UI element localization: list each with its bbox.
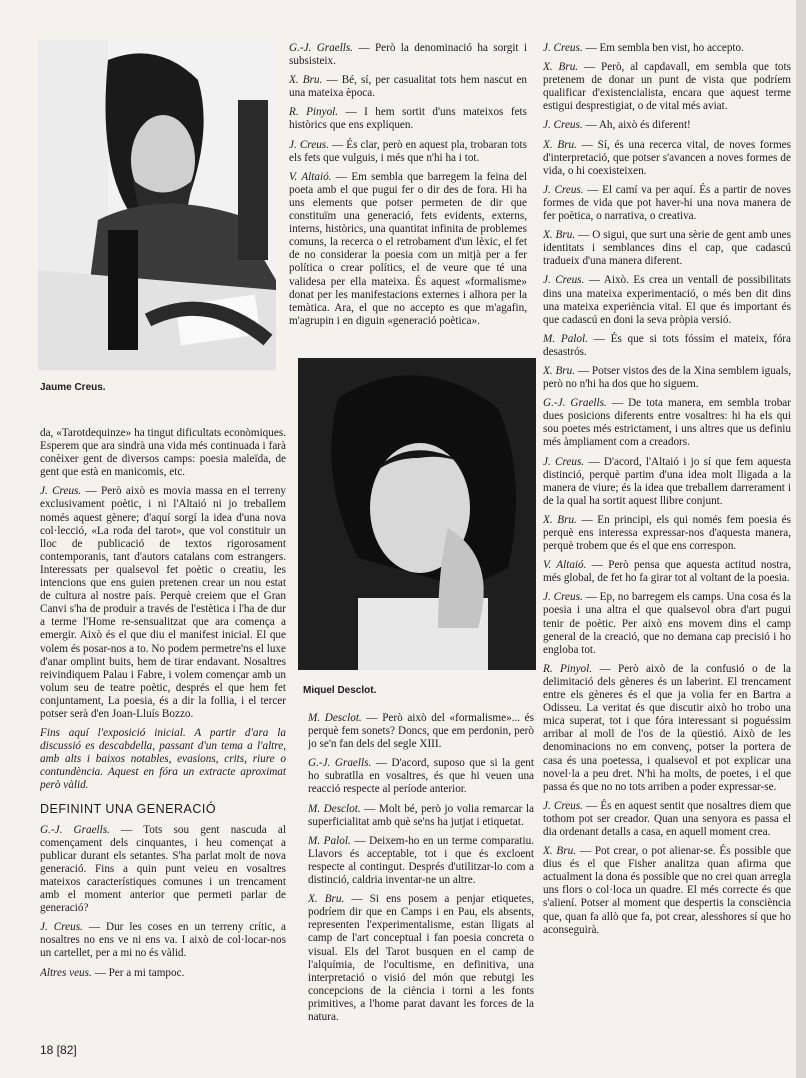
left-lead-paragraph: da, «Tarotdequinze» ha tingut dificultats econòmiques. Esperem que ara sindrà una vida més continuada i farà conèixer gent de diversos camps: poesia maleïda, de gent que està en manicomis, etc.: [40, 427, 286, 479]
paragraph-graells: [308, 757, 534, 796]
speaker: X. Bru.: [543, 138, 577, 151]
speaker: Altres veus.: [40, 966, 92, 979]
page-edge-shadow: [796, 0, 806, 1078]
paragraph-bru: [308, 893, 534, 1024]
paragraph-text: — D'acord, suposo que si la gent ho subratlla en vosaltres, és que hi veuen una reacció respecte al període anterior.: [308, 757, 534, 796]
paragraph-r-b6: [543, 845, 791, 937]
paragraph-text: — En principi, els qui només fem poesia és perquè ens interessa expressar-nos d'aquesta manera, perquè trobem que és el que ens correspon.: [543, 513, 791, 553]
paragraph-r-b3: [543, 229, 791, 268]
paragraph-text: — Però això es movia massa en el terreny exclusivament poètic, i ni l'Altaió ni jo treballem només aquest gènere; d'aquí sorgí la idea d'una nova col·lecció, «La roda del tarot», que vol constituir un lloc de publicació de textos rigorosament contemporanis, tant d'autors catalans com estrangers. Interessats per qualsevol fet poètic o creatiu, les intencions que ens guien pretenen crear un nou estat de cultura al nostre país. Perquè creiem que el Gran Canvi s'ha de produir a través de l'estètica i l'ha de dur a terme l'Home re-sensualitzat que ara comença a emergir. Això és el que diu el manifest inicial. El que volem és posar-nos a to. No podem permetre'ns el luxe d'anar omplint buits, hem de tirar endavant. Nosaltres reivindiquem Palau i Fabre, i volem començar amb un volum seu de teatre poètic, després el que hem fet conjuntament, La poesia, és a dir la follia, i el tercer potser serà d'en Joan-Lluís Bozzo.: [40, 485, 286, 720]
photo-jaume-creus-image: [38, 40, 276, 370]
photo-miquel-desclot: [298, 358, 536, 670]
paragraph-r-c4: [543, 274, 791, 326]
speaker: J. Creus.: [543, 183, 584, 196]
paragraph-text: — Deixem-ho en un terme comparatiu. Llavors és acceptable, tot i que és excloent respecte al contingut. Després d'utilitzar-lo com a distinció, caldria inventar-ne un altre.: [308, 834, 534, 887]
paragraph-graells-1: [40, 824, 286, 916]
photo-miquel-desclot-image: [298, 358, 536, 670]
paragraph-altaio: [289, 171, 527, 328]
speaker: G.-J. Graells.: [308, 757, 372, 770]
middle-column-top: [289, 42, 527, 354]
speaker: J. Creus.: [543, 274, 585, 287]
paragraph-r-c6: [543, 591, 791, 656]
paragraph-r-b2: [543, 139, 791, 178]
speaker: G.-J. Graells.: [40, 823, 110, 836]
paragraph-text: — És que si tots fóssim el mateix, fóra desastrós.: [543, 332, 791, 358]
speaker: J. Creus.: [543, 799, 583, 812]
paragraph-text: — Això. Es crea un ventall de possibilitats dins una mateixa experimentació, o més ben dit dins una mateixa experiència vital. El que és important és que cadascú en doni la seva pròpia versió.: [543, 274, 791, 326]
paragraph-text: — El camí va per aquí. És a partir de noves formes de vida que pot haver-hi una nova manera de fer poètica, o narrativa, o creativa.: [543, 183, 791, 223]
speaker: G.-J. Graells.: [289, 42, 354, 54]
paragraph-r-g1: [543, 397, 791, 449]
section-heading: DEFININT UNA GENERACIÓ: [40, 801, 217, 816]
paragraph-altres-veus: [40, 967, 286, 980]
page-number: 18 [82]: [40, 1043, 77, 1057]
paragraph-text: — És en aquest sentit que nosaltres diem que tothom pot ser creador. Quan una senyora es passa el dia ordenant detalls a casa, en aquell moment crea.: [543, 799, 791, 838]
paragraph-text: — Em sembla ben vist, ho accepto.: [585, 42, 744, 54]
paragraph-desclot-1: [308, 712, 534, 751]
speaker: V. Altaió.: [543, 559, 587, 572]
speaker: X. Bru.: [543, 364, 576, 377]
speaker: M. Desclot.: [308, 802, 361, 815]
paragraph-text: — Molt bé, però jo volia remarcar la superficialitat amb què se'ns ha jutjat i etiquetat.: [308, 802, 534, 828]
speaker: X. Bru.: [308, 893, 345, 906]
speaker: X. Bru.: [543, 229, 576, 242]
speaker: M. Palol.: [543, 332, 588, 345]
paragraph-text: — Potser vistos des de la Xina semblem iguals, però no n'hi ha dos que ho siguem.: [543, 364, 791, 391]
speaker: X. Bru.: [543, 513, 577, 526]
paragraph-r-b5: [543, 514, 791, 553]
speaker: X. Bru.: [543, 845, 577, 858]
speaker: M. Desclot.: [308, 712, 362, 724]
paragraph-r-c3: [543, 184, 791, 223]
paragraph-creus-1: [40, 485, 286, 721]
paragraph-text: — Sí, és una recerca vital, de noves formes d'interpretació, que potser s'avancen a noves formes de vida, o hi coexisteixen.: [543, 138, 791, 177]
speaker: J. Creus.: [543, 455, 585, 468]
paragraph-r-r1: [543, 663, 791, 794]
speaker: J. Creus.: [543, 591, 583, 604]
paragraph-pinyol: [289, 106, 527, 132]
paragraph-text: — Si ens posem a penjar etiquetes, podríem dir que en Camps i en Pau, els absents, representen l'experimentalisme, estan lligats al camp de l'art conceptual i fan poesia concreta o visual. Els del Tarot busquen en el camp de l'alquímia, de l'ocultisme, en definitiva, una interpretació o visió del món que rebutgi les concepcions de la ciència i torni a les fonts primitives, a l'home parat davant les forces de la natura.: [308, 893, 534, 1023]
paragraph-r-b1: [543, 61, 791, 113]
right-column: [543, 42, 791, 1042]
paragraph-r-c2: [543, 119, 791, 132]
paragraph-r-p1: [543, 333, 791, 359]
speaker: J. Creus.: [543, 119, 583, 132]
paragraph-text: — Tots sou gent nascuda al començament dels cinquantes, i heu començat a publicar durant els setantes. S'ha parlat molt de nova generació. Fins a quin punt veieu en vosaltres mateixos característiques comunes i un trencament amb el moment anterior que permeti parlar de generació?: [40, 823, 286, 915]
paragraph-text: — Però pensa que aquesta actitud nostra, més global, de fet ho fa girar tot al voltant de la poesia.: [543, 559, 791, 585]
speaker: V. Altaió.: [289, 170, 332, 183]
paragraph-text: — I hem sortit d'uns mateixos fets històrics que ens expliquen.: [289, 106, 527, 132]
paragraph-text: — O sigui, que surt una sèrie de gent amb unes identitats i semblances dins el cap, que cadascú tradueix d'una manera diferent.: [543, 229, 791, 268]
discussion-intro: Fins aquí l'exposició inicial. A partir d'ara la discussió es descabdella, passant d'un tema a l'altre, amb alts i baixos notables, evasions, crits, riure o contundència. Aquest en fóra un extracte aproximat però vàlid.: [40, 727, 286, 792]
left-column: [40, 427, 286, 1039]
paragraph-text: — De tota manera, em sembla trobar dues posicions diferents entre vosaltres: hi ha els qui sou poetes més estrictament, i uns altres que us definiu més àmpliament com a creadors.: [543, 397, 791, 449]
paragraph-creus-2: [40, 921, 286, 960]
speaker: R. Pinyol.: [543, 662, 593, 675]
paragraph-palol: [308, 835, 534, 887]
paragraph-r-c7: [543, 800, 791, 839]
paragraph-text: — Per a mi tampoc.: [94, 966, 185, 979]
photo-jaume-creus: [38, 40, 276, 370]
paragraph-text: — D'acord, l'Altaió i jo sí que fem aquesta distinció, perquè partim d'una idea molt lligada a la manera de viure; és la idea que treballem darrerament i de la qual ha sortit aquest llibre conjunt.: [543, 455, 791, 507]
speaker: R. Pinyol.: [289, 106, 339, 119]
paragraph-text: — Pot crear, o pot alienar-se. És possible que dius és el que Fisher analitza quan afirma que actualment la dona és possible que no crei quan arregla uns flors o col·loca un quadre. El més correcte és que s'aliení. Potser al moment que despertis la consciència que, quan fa allò que fa, pot crear, alesshores sí que ho aconseguirà.: [543, 845, 791, 936]
paragraph-r-a1: [543, 559, 791, 585]
paragraph-text: — Però la denominació ha sorgit i subsisteix.: [289, 42, 527, 68]
paragraph-desclot-2: [308, 803, 534, 829]
paragraph-graells: [289, 42, 527, 68]
paragraph-text: — Dur les coses en un terreny crític, a nosaltres no ens ve ni ens va. I això de col·locar-nos un cartellet, per a mi no és vàlid.: [40, 921, 286, 960]
speaker: M. Palol.: [308, 834, 351, 847]
paragraph-text: — Bé, sí, per casualitat tots hem nascut en una mateixa època.: [289, 74, 527, 100]
paragraph-r-c5: [543, 456, 791, 508]
middle-column-bottom: [308, 712, 534, 1042]
speaker: J. Creus.: [543, 42, 583, 54]
speaker: J. Creus.: [40, 485, 82, 498]
speaker: X. Bru.: [543, 61, 579, 74]
speaker: G.-J. Graells.: [543, 397, 607, 410]
paragraph-text: — Ep, no barregem els camps. Una cosa és la poesia i una altra el que qualsevol obra d'art pugui tenir de poètic. Per això ens movem dins el camp general de la creació, que no demana cap precisió i ho engloba tot.: [543, 591, 791, 656]
paragraph-text: — És clar, però en aquest pla, trobaran tots els fets que vulguis, i més que n'hi ha i tot.: [289, 138, 527, 164]
paragraph-r-c1: [543, 42, 791, 55]
speaker: J. Creus.: [40, 921, 83, 934]
paragraph-bru: [289, 74, 527, 100]
paragraph-text: — Em sembla que barregem la feina del poeta amb el que pugui fer o dir des de fora. Hi ha uns elements que potser permeten de dir que constituïm una generació, fets evidents, externs, interns, històrics, una quantitat infinita de problemes comuns, la recerca o el retrobament d'un lèxic, el fet de no considerar la poesia com un mitjà per a fer política o crear polítics, el de veure que té una validesa per ella mateixa. És aquest «formalisme» donat per les manifestacions externes i alhora per la temàtica. Ara, el que no accepto es que m'agafin, m'agrupin i en diguin «generació poètica».: [289, 170, 527, 327]
paragraph-text: — Però, al capdavall, em sembla que tots pretenem de donar un punt de vista que podríem qualificar d'existencialista, encara que aquest terme estigui desprestigiat, o de vital més aviat.: [543, 61, 791, 113]
paragraph-text: — Però això de la confusió o de la delimitació dels gèneres és un laberint. El trencament entre els gèneres és el que ja volia fer en Bartra a Odisseu. La veritat és que discutir això ho trobo una mica superat, tot i que fóra interessant si poguéssim arribar al moll de l'os de la qüestió. Això de les denominacions no em convenç, potser la portera de casa és una poetessa, i qualsevol et pot explicar una novel·la a peu dret. N'hi ha molts, de poetes, i el que passa és que no no tots arriben a poder expressar-se.: [543, 662, 791, 793]
speaker: J. Creus.: [289, 138, 329, 151]
paragraph-text: — Però això del «formalisme»... és perquè fem sonets? Doncs, que em perdonin, però jo se'n fan dels del segle XIII.: [308, 712, 534, 751]
paragraph-text: — Ah, això és diferent!: [585, 119, 691, 132]
caption-jaume-creus: Jaume Creus.: [40, 382, 106, 393]
caption-miquel-desclot: Miquel Desclot.: [303, 685, 377, 696]
paragraph-creus: [289, 139, 527, 165]
speaker: X. Bru.: [289, 74, 323, 87]
paragraph-r-b4: [543, 365, 791, 391]
